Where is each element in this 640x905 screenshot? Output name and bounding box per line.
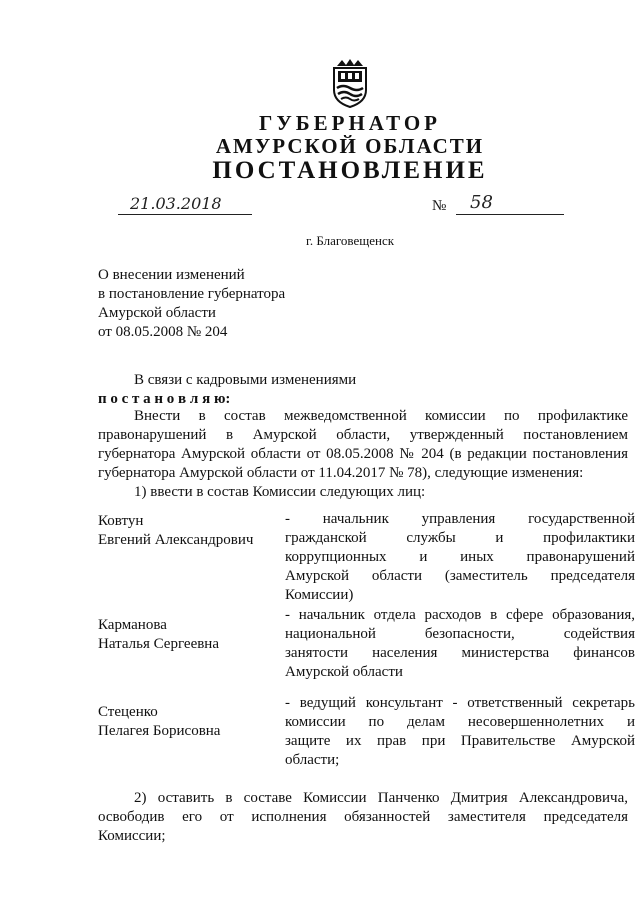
handwritten-date: 21.03.2018: [130, 194, 222, 213]
item-2: [98, 789, 628, 846]
position-line: коррупционных и иных правонарушений: [285, 549, 635, 565]
position-line: Амурской области (заместитель председателя: [285, 568, 635, 584]
document-type-title: ПОСТАНОВЛЕНИЕ: [212, 157, 488, 184]
member-position: [285, 606, 635, 682]
position-line: Амурской области: [285, 664, 403, 680]
number-label: №: [432, 198, 447, 214]
paragraph-line: губернатора Амурской области от 08.05.2008 № 204 (в редакции постановления: [98, 446, 628, 462]
number-line: [456, 192, 564, 215]
position-line: национальной безопасности, содействия: [285, 626, 635, 642]
member-name: [98, 616, 219, 654]
decree-word: п о с т а н о в л я ю:: [98, 391, 231, 407]
paragraph-line: освободив его от исполнения обязанностей заместителя председателя: [98, 809, 628, 825]
position-line: комиссии по делам несовершеннолетних и: [285, 714, 635, 730]
paragraph-1: [98, 407, 628, 483]
item-1: 1) ввести в состав Комиссии следующих лиц:: [134, 484, 426, 500]
intro-text: В связи с кадровыми изменениями: [134, 372, 357, 388]
coat-of-arms-emblem: [328, 58, 372, 108]
authority-title: ГУБЕРНАТОР: [258, 111, 442, 135]
paragraph-line: Комиссии;: [98, 828, 166, 844]
position-line: - начальник отдела расходов в сфере образования,: [285, 607, 635, 623]
place-of-issue: г. Благовещенск: [305, 233, 395, 248]
document-subject: [98, 266, 285, 342]
member-name: [98, 703, 220, 741]
position-line: области;: [285, 752, 340, 768]
handwritten-number: 58: [470, 192, 493, 213]
paragraph-line: правонарушений в Амурской области, утвержденный постановлением: [98, 427, 628, 443]
position-line: - ведущий консультант - ответственный секретарь: [285, 695, 635, 711]
subject-line: от 08.05.2008 № 204: [98, 324, 228, 340]
position-line: - начальник управления государственной: [285, 511, 635, 527]
position-line: гражданской службы и профилактики: [285, 530, 635, 546]
member-surname: Стеценко: [98, 704, 158, 720]
member-given-name: Пелагея Борисовна: [98, 723, 221, 739]
subject-line: О внесении изменений: [98, 267, 245, 283]
date-line: [118, 196, 252, 215]
subject-line: в постановление губернатора: [98, 286, 286, 302]
subject-line: Амурской области: [98, 305, 216, 321]
position-line: занятости населения министерства финансов: [285, 645, 635, 661]
position-line: Комиссии): [285, 587, 354, 603]
member-given-name: Наталья Сергеевна: [98, 636, 219, 652]
paragraph-line: 2) оставить в составе Комиссии Панченко Дмитрия Александровича,: [134, 790, 628, 806]
paragraph-line: губернатора Амурской области от 11.04.2017 № 78), следующие изменения:: [98, 465, 584, 481]
member-surname: Карманова: [98, 617, 167, 633]
paragraph-line: Внести в состав межведомственной комиссии по профилактике: [134, 408, 628, 424]
position-line: защите их прав при Правительстве Амурской: [285, 733, 635, 749]
member-position: [285, 510, 635, 605]
member-surname: Ковтун: [98, 513, 144, 529]
member-position: [285, 694, 635, 770]
member-given-name: Евгений Александрович: [98, 532, 254, 548]
region-title: АМУРСКОЙ ОБЛАСТИ: [215, 134, 485, 158]
member-name: [98, 512, 253, 550]
